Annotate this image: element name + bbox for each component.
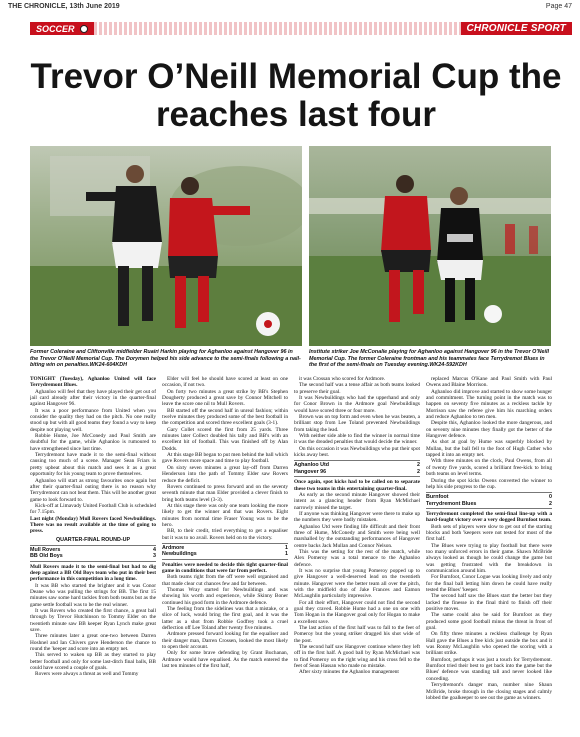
article-paragraph: The feeling from the sidelines was that a mistake, or a slice of luck, would bring the first goal, and it was the latter as a shot from Robbie Godfrey took a cruel deflection off Lee Toland after twenty five minutes. (162, 606, 288, 632)
page-folio (8, 3, 572, 15)
score-table (294, 460, 420, 477)
match-intro: Last night (Monday) Mull Rovers faced Newbuildings. There was no result available at the time of going to press. (30, 515, 156, 535)
score-table (30, 545, 156, 562)
article-paragraph: Thomas Wray started for Newbuildings and was showing his worth and experience, while Skinny Boner continued his good form in the Ardmore defence. (162, 587, 288, 606)
article-paragraph: With neither side able to find the winner in normal time it was the dreaded penalties that would decide the winner. (294, 433, 420, 446)
team-name: Mull Rovers (30, 546, 61, 553)
article-paragraph: As early as the second minute Hangover showed their intent as a glancing header from Ryan McMichael narrowly missed the target. (294, 491, 420, 511)
article-paragraph: Kick-off at Limavady United Football Club is scheduled for 7.15pm. (30, 502, 156, 516)
team-score: 1 (285, 544, 288, 551)
section-banner (30, 22, 572, 35)
article-paragraph: Robbie Hume, Joe McConedy and Paul Smith are doubtful for the game, while Aghanloo is rumoured to have strengthened since last time. (30, 433, 156, 452)
article-paragraph: It was BB who started the brighter and it was Conor Deane who was pulling the strings for BB. The first 15 minutes saw some hard tackles from both teams but as the game settle football was to be the real winner. (30, 582, 156, 608)
article-paragraph: With three minutes on the clock, Paul Owens, from all of twenty five yards, scored a brilliant free-kick to bring both teams on level terms. (426, 458, 552, 478)
article-paragraph: Elder will feel he should have scored at least on one occasion, if not two. (162, 376, 288, 389)
article-intro: TONIGHT (Tuesday), Aghanloo United will face Terrydremont Blues. (30, 376, 156, 389)
section-label-left (30, 22, 94, 35)
article-paragraph: On forty two minutes a great strike by BB's Stephen Dougherty produced a great save by Connor Mitchell to leave the score one nil to Mull Rovers. (162, 388, 288, 408)
match-intro: Terrydremont completed the semi-final line-up with a hard-fought victory over a very dogged Burnfoot team. (426, 510, 552, 524)
team-name: Hangover 96 (294, 468, 327, 475)
score-row (426, 501, 552, 509)
article-paragraph: Burnfoot, perhaps it was just a touch for Terrydremont. Burnfoot tried their best to get back into the game but the Blues' defence was standing tall and never looked like conceding. (426, 656, 552, 682)
article-paragraph: Aghanloo will start as strong favourites once again but after their quarter-final outing there is no reason why Terrydremont can not beat them. This will be another great game to look forward to. (30, 477, 156, 503)
team-name: Terrydremont Blues (426, 500, 477, 507)
section-label-right: CHRONICLE SPORT (461, 22, 573, 35)
team-name: Ardmore (162, 544, 185, 551)
photo-left (30, 146, 302, 346)
article-paragraph: Ardmore pressed forward looking for the equaliser and their danger man, Darren Crossen, looked the most likely to open their account. (162, 631, 288, 651)
article-paragraph: On this occasion it was Newbuildings who put their spot kicks away best. (294, 445, 420, 459)
team-score: 2 (417, 462, 420, 469)
article-paragraph: The second half saw the Blues start the better but they lacked the finesse in the final third to finish off their positive moves. (426, 593, 552, 613)
article-paragraph: For Burnfoot, Conor Logue was looking lively and only for the final ball letting him down he could have really tested the Blues' 'keeper. (426, 574, 552, 593)
football-icon (80, 25, 88, 33)
score-table (426, 492, 552, 509)
article-paragraph: Aghanloo will feel that they have played their get out of jail card already after their victory in the quarter-final against Hangover 96. (30, 388, 156, 408)
article-column-4 (426, 376, 552, 734)
article-paragraph: For all their effort, Hangover could not find the second goal they craved. Robbie Hume had a one on one with Tom Hogan in the Hangover goal only for Hogan to make a excellent save. (294, 599, 420, 625)
article-paragraph: Rovers continued to press forward and on the seventy seventh minute that man Elder provided a clever finish to bring both teams level (3-3). (162, 483, 288, 503)
football-match-photo-right (309, 146, 551, 346)
article-paragraph: The second half was a tense affair as both teams looked to preserve their goal. (294, 382, 420, 395)
article-paragraph: On fifty three minutes a reckless challenge by Ryan Hall gave the Blues a free kick just outside the box and it was Ronny McLaughlin who opened the scoring with a brilliant strike. (426, 631, 552, 657)
article-paragraph: Despite this, Aghanloo looked the more dangerous, and on seventy nine minutes they finally got the better of the Hangover defence. (426, 420, 552, 440)
article-paragraph: On sixty seven minutes a great lay-off from Darren Henderson into the path of Tommy Elder saw Rovers reduce the deficit. (162, 464, 288, 484)
match-intro: Mull Rovers made it to the semi-final but had to dig deep against a BB Old Boys team who put in their best performance in this competition in a long time. (30, 563, 156, 583)
team-name: Aghanloo Utd (294, 462, 330, 469)
article-paragraph: Three minutes later a great one-two between Darren Hoshnel and Ian Chivers gave Henderson the chance to round the 'keeper and score into an empty net. (30, 633, 156, 653)
article-paragraph: The same could also be said for Burnfoot as they produced some good football minus the threat in front of goal. (426, 612, 552, 632)
team-score: 2 (417, 468, 420, 475)
article-paragraph: replaced Marcus O'Kane and Paul Smith with Paul Owens and Blaine Morrison. (426, 376, 552, 389)
section-soccer-label: SOCCER (36, 23, 75, 34)
team-name: Burnfoot (426, 494, 449, 501)
page-number: Page 47 (545, 3, 572, 10)
article-paragraph: At this stage there was only one team looking the more likely to get the winner and that was Rovers. Eight minutes from normal time Fraser Young was to be the hero. (162, 502, 288, 528)
article-body (30, 376, 552, 734)
article-paragraph: It was a poor performance from United when you consider the quality they had on the pitch. No one really stood up but with all good teams they found a way to keep despite not playing well. (30, 407, 156, 433)
article-paragraph: Both teams right from the off were well organised and that made clear cut chances few and far between. (162, 574, 288, 587)
article-headline: Trevor O’Neill Memorial Cup the reaches last four (30, 57, 562, 134)
newspaper-date: THE CHRONICLE, 13th June 2019 (8, 3, 120, 10)
score-row (30, 553, 156, 561)
photo-right (309, 146, 551, 346)
score-row (162, 551, 288, 559)
article-paragraph: This was the setting for the rest of the match, while Alex Pomeroy was a total menace to the Aghanloo defence. (294, 548, 420, 568)
article-paragraph: After sixty minutes the Aghanloo management (299, 669, 399, 676)
team-name: Newbuildings (162, 551, 197, 558)
article-paragraph: During the spot kicks Owens converted the winner to help his side progress to the cup. (426, 477, 552, 490)
article-paragraph: BB started off the second half in unreal fashion; within twelve minutes they produced some of the best football in the competition and scored three excellent goals (3-1). (162, 407, 288, 427)
article-paragraph: Aghanloo did improve and started to show some hunger and commitment. The turning point in the match was to happen on seventy five minutes as a reckless tackle by Morrison saw the referee give him his marching orders and reduce Aghanloo to ten men. (426, 388, 552, 421)
article-paragraph: BB, to their credit, tried everything to get a equaliser but it was to no avail. Rovers held on to the victory. (162, 528, 288, 541)
football-match-photo-left (30, 146, 302, 346)
team-name: BB Old Boys (30, 553, 63, 560)
article-paragraph: Brown was on top form and even when he was beaten, a brilliant stop from Lee Toland prevented Newbuildings from taking the lead. (294, 414, 420, 433)
team-score: 4 (153, 546, 156, 553)
article-subheading: QUARTER-FINAL ROUND-UP (55, 536, 131, 543)
article-paragraph: At this stage BB began to put men behind the ball which gave Rovers more space and time to play football. (162, 452, 288, 465)
article-column-3 (294, 376, 420, 734)
section-divider (94, 22, 461, 35)
article-paragraph: As shot at goal by Hume was superbly blocked by Mullan, but the ball fell to the foot of Hugh Cather who tapped it into an empty net. (426, 439, 552, 459)
article-paragraph: The second half saw Hangover continue where they left off in the first half. A good ball by Ryan McMichael was to find Pomeroy on the right wing and his cross fell to the feet of Sean Hassan who made no mistake. (294, 644, 420, 670)
photo-caption-right: Institute striker Joe McConalie playing for Aghanloo against Hangover 96 in the Trevor O'Neill Memorial Cup. The former Coleraine frontman and his teammates face Terrydremot Blues in the first of the semi-finals on Tuesday evening.WK24-592KDH (309, 349, 550, 369)
article-paragraph: Gary Collet scored the first from 25 yards. Three minutes later Collect doubled his tally and BB's with an excellent hit of football. This was finished off by Alan Dodds. (162, 426, 288, 452)
team-score: 3 (153, 553, 156, 560)
match-intro: Once again, spot kicks had to be called on to separate these two teams in this entertaining quarter-final. (294, 479, 420, 492)
score-table (162, 543, 288, 560)
article-paragraph: Aghanloo Utd were finding life difficult and their front three of Hume, McConedy and Smith were being well marshalled by the outstanding performances of Hangover centre backs Jack Mullan and Connor Nelson. (294, 523, 420, 549)
article-paragraph: This served to waken up BB as they started to play better football and only for some last-ditch final balls, BB could have scored a couple of goals. (30, 652, 156, 672)
article-paragraph: Terrydremont have made it to the semi-final without causing too much of a scene. Manager Sean Friars is pretty upbeat about this match and sees it as a great opportunity for his young team to prove themselves. (30, 452, 156, 478)
team-score: 0 (549, 494, 552, 501)
article-paragraph: If anyone was thinking Hangover were there to make up the numbers they were badly mistaken. (294, 510, 420, 524)
team-score: 1 (285, 551, 288, 558)
photo-caption-left: Former Coleraine and Cliftonville midfielder Ruairi Harkin playing for Aghanloo against Hangover 96 in the Trevor O'Neill Memorial Cup. The Dorymen helped his side advance to the semi-finals following a nail-biting win on penalties.WK24-604KDH (30, 349, 301, 369)
score-row (294, 469, 420, 477)
article-paragraph: It was no surprise that young Pomeroy popped up to give Hangover a well-deserved lead on the twentieth minute. Hangover were the better team all over the pitch, with the midfield duo of Jake Frances and Eamon McLaughlin particularly impressive. (294, 567, 420, 600)
article-paragraph: It was Newbuildings who had the upperhand and only for Conor Brown in the Ardmore goal Newbuildings would have scored three or four more. (294, 395, 420, 414)
article-paragraph: Both sets of players were slow to get out of the starting blocks and both 'keepers were not tested for most of the first half. (426, 523, 552, 543)
article-paragraph: it was Crossan who scored for Ardmore. (299, 376, 386, 382)
article-paragraph: The Blues were trying to play football but there were too many unforced errors in their game. Shawn McBride always looked as though he could change the game but was getting frustrated with the breakdown in communication around him. (426, 542, 552, 574)
article-paragraph: Rovers were always a threat as well and Tommy (35, 671, 139, 678)
article-paragraph: It was Rovers who created the first chance, a great ball through by Trevor Hutchinson to Tommy Elder on the twentieth minute saw BB keeper Ryan Lynch make great save. (30, 608, 156, 634)
article-paragraph: Terrydremont's danger man, number nine Shaun McBride, broke through in the closing stages and calmly lobbed the goalkeeper to see out the game as winners. (426, 682, 552, 701)
match-intro: Penalties were needed to decide this tight quarter-final game in conditions that were far from perfect. (162, 561, 288, 574)
article-column-1 (30, 376, 156, 734)
team-score: 2 (549, 500, 552, 507)
article-paragraph: Only for some brave defending by Grant Buchanan, Ardmore would have equalised. As the match entered the last ten minutes of the first half, (162, 650, 288, 670)
article-column-2 (162, 376, 288, 734)
article-paragraph: The last action of the first half was to fall to the feet of Pomeroy but the young striker dragged his shot wide of the post. (294, 625, 420, 644)
